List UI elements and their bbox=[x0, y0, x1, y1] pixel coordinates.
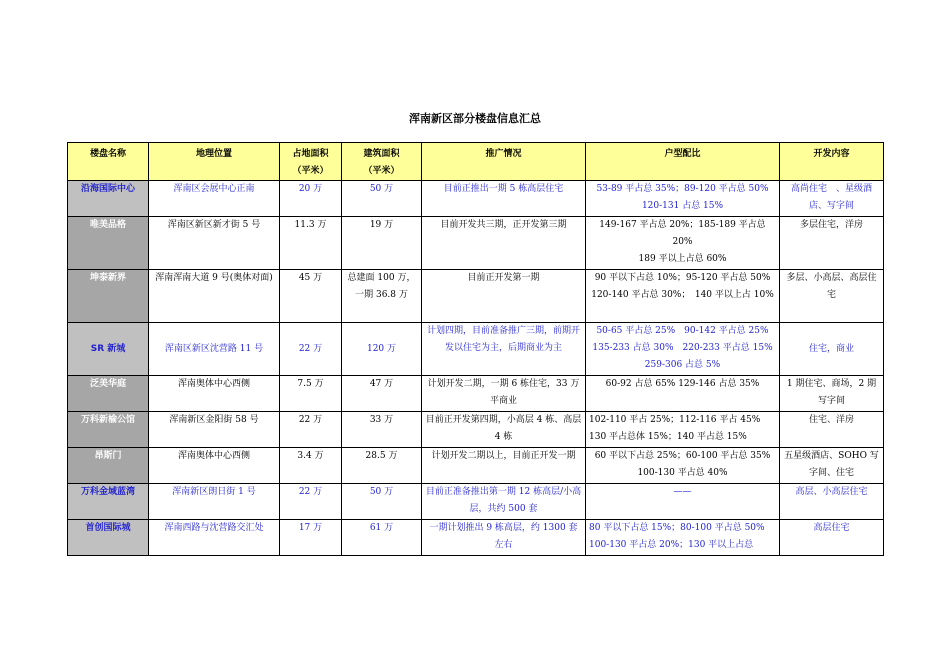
land-area-cell: 45 万 bbox=[280, 270, 342, 323]
unit-mix-cell: 60 平以下占总 25%；60-100 平占总 35% 100-130 平占总 40% bbox=[586, 448, 780, 484]
build-area-cell: 19 万 bbox=[342, 217, 422, 270]
dev-cell: 多层、小高层、高层住宅 bbox=[780, 270, 884, 323]
promo-cell: 计划四期，目前准备推广三期，前期开发以住宅为主，后期商业为主 bbox=[422, 323, 586, 376]
land-area-cell: 22 万 bbox=[280, 323, 342, 376]
page-title: 浑南新区部分楼盘信息汇总 bbox=[409, 112, 541, 125]
header-dev: 开发内容 bbox=[780, 143, 884, 181]
dev-cell: 多层住宅，洋房 bbox=[780, 217, 884, 270]
unit-mix-cell: 80 平以下占总 15%；80-100 平占总 50% 100-130 平占总 20%；130 平以上占总 bbox=[586, 520, 780, 556]
land-area-cell: 17 万 bbox=[280, 520, 342, 556]
table-row bbox=[68, 217, 884, 270]
land-area-cell: 11.3 万 bbox=[280, 217, 342, 270]
table-row bbox=[68, 448, 884, 484]
unit-mix-cell: —— bbox=[586, 484, 780, 520]
promo-cell: 计划开发二期，一期 6 栋住宅，33 万平商业 bbox=[422, 376, 586, 412]
unit-mix-cell: 50-65 平占总 25% 90-142 平占总 25% 135-233 占总 30% 220-233 平占总 15% 259-306 占总 5% bbox=[586, 323, 780, 376]
property-name: 沿海国际中心 bbox=[68, 181, 149, 217]
unit-mix-cell: 90 平以下占总 10%；95-120 平占总 50% 120-140 平占总 30%； 140 平以上占 10% bbox=[586, 270, 780, 323]
location-cell: 浑南区新区沈营路 11 号 bbox=[149, 323, 280, 376]
build-area-cell: 61 万 bbox=[342, 520, 422, 556]
header-build-area: 建筑面积 （平米） bbox=[342, 143, 422, 181]
build-area-cell: 28.5 万 bbox=[342, 448, 422, 484]
location-cell: 浑南奥体中心西侧 bbox=[149, 376, 280, 412]
dev-cell: 高层住宅 bbox=[780, 520, 884, 556]
dev-cell: 住宅、洋房 bbox=[780, 412, 884, 448]
property-name: SR 新城 bbox=[68, 323, 149, 376]
location-cell: 浑南区新区新才街 5 号 bbox=[149, 217, 280, 270]
property-name: 坤泰新界 bbox=[68, 270, 149, 323]
table-row bbox=[68, 376, 884, 412]
location-cell: 浑南西路与沈营路交汇处 bbox=[149, 520, 280, 556]
property-name: 万科新榆公馆 bbox=[68, 412, 149, 448]
property-table bbox=[67, 142, 884, 556]
promo-cell: 目前开发共三期，正开发第三期 bbox=[422, 217, 586, 270]
land-area-cell: 22 万 bbox=[280, 484, 342, 520]
header-land-area: 占地面积 （平米） bbox=[280, 143, 342, 181]
location-cell: 浑南浑南大道 9 号(奥体对面) bbox=[149, 270, 280, 323]
property-name: 万科金域蓝湾 bbox=[68, 484, 149, 520]
land-area-cell: 3.4 万 bbox=[280, 448, 342, 484]
promo-cell: 目前正开发第一期 bbox=[422, 270, 586, 323]
table-row bbox=[68, 412, 884, 448]
table-row bbox=[68, 270, 884, 323]
build-area-cell: 47 万 bbox=[342, 376, 422, 412]
unit-mix-cell: 149-167 平占总 20%；185-189 平占总 20% 189 平以上占总 60% bbox=[586, 217, 780, 270]
build-area-cell: 50 万 bbox=[342, 484, 422, 520]
promo-cell: 一期计划推出 9 栋高层，约 1300 套左右 bbox=[422, 520, 586, 556]
build-area-cell: 50 万 bbox=[342, 181, 422, 217]
unit-mix-cell: 60-92 占总 65% 129-146 占总 35% bbox=[586, 376, 780, 412]
header-promo: 推广情况 bbox=[422, 143, 586, 181]
table-row bbox=[68, 484, 884, 520]
property-name: 昂斯门 bbox=[68, 448, 149, 484]
property-name: 首创国际城 bbox=[68, 520, 149, 556]
unit-mix-cell: 102-110 平占 25%；112-116 平占 45% 130 平占总体 15%；140 平占总 15% bbox=[586, 412, 780, 448]
promo-cell: 目前正开发第四期，小高层 4 栋、高层 4 栋 bbox=[422, 412, 586, 448]
build-area-cell: 总建面 100 万，一期 36.8 万 bbox=[342, 270, 422, 323]
dev-cell: 1 期住宅、商场，2 期写字间 bbox=[780, 376, 884, 412]
build-area-cell: 120 万 bbox=[342, 323, 422, 376]
land-area-cell: 20 万 bbox=[280, 181, 342, 217]
unit-mix-cell: 53-89 平占总 35%；89-120 平占总 50% 120-131 占总 15% bbox=[586, 181, 780, 217]
dev-cell: 高尚住宅 、星级酒店、写字间 bbox=[780, 181, 884, 217]
land-area-cell: 22 万 bbox=[280, 412, 342, 448]
promo-cell: 计划开发二期以上，目前正开发一期 bbox=[422, 448, 586, 484]
build-area-cell: 33 万 bbox=[342, 412, 422, 448]
property-name: 泛美华庭 bbox=[68, 376, 149, 412]
location-cell: 浑南奥体中心西侧 bbox=[149, 448, 280, 484]
header-name: 楼盘名称 bbox=[68, 143, 149, 181]
promo-cell: 目前正准备推出第一期 12 栋高层/小高层，共约 500 套 bbox=[422, 484, 586, 520]
header-row bbox=[68, 143, 884, 181]
land-area-cell: 7.5 万 bbox=[280, 376, 342, 412]
dev-cell: 住宅，商业 bbox=[780, 323, 884, 376]
dev-cell: 五星级酒店、SOHO 写字间、住宅 bbox=[780, 448, 884, 484]
dev-cell: 高层、小高层住宅 bbox=[780, 484, 884, 520]
table-row bbox=[68, 323, 884, 376]
header-unit-mix: 户型配比 bbox=[586, 143, 780, 181]
location-cell: 浑南区会展中心正南 bbox=[149, 181, 280, 217]
location-cell: 浑南新区金阳街 58 号 bbox=[149, 412, 280, 448]
header-location: 地理位置 bbox=[149, 143, 280, 181]
location-cell: 浑南新区朗日街 1 号 bbox=[149, 484, 280, 520]
table-row bbox=[68, 520, 884, 556]
promo-cell: 目前正推出一期 5 栋高层住宅 bbox=[422, 181, 586, 217]
table-row bbox=[68, 181, 884, 217]
property-name: 唯美品格 bbox=[68, 217, 149, 270]
